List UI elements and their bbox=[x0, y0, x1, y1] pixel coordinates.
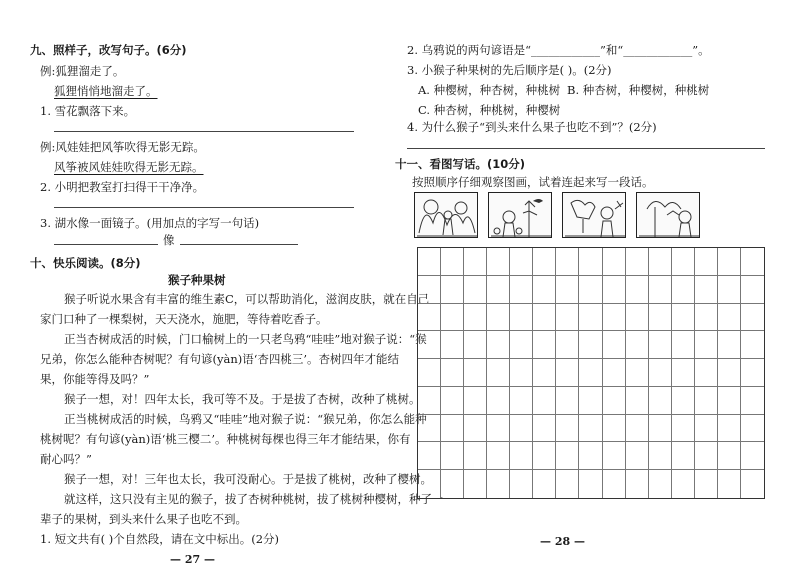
grid-cell[interactable] bbox=[533, 331, 556, 359]
grid-cell[interactable] bbox=[672, 359, 695, 387]
grid-cell[interactable] bbox=[533, 248, 556, 276]
grid-cell[interactable] bbox=[649, 304, 672, 332]
grid-cell[interactable] bbox=[464, 331, 487, 359]
grid-cell[interactable] bbox=[718, 359, 741, 387]
grid-cell[interactable] bbox=[672, 415, 695, 443]
grid-cell[interactable] bbox=[579, 248, 602, 276]
grid-cell[interactable] bbox=[441, 304, 464, 332]
grid-cell[interactable] bbox=[487, 331, 510, 359]
option-b[interactable]: B. 种杏树，种樱树，种桃树 bbox=[567, 83, 710, 97]
grid-cell[interactable] bbox=[672, 331, 695, 359]
grid-cell[interactable] bbox=[649, 415, 672, 443]
grid-cell[interactable] bbox=[626, 470, 649, 498]
grid-cell[interactable] bbox=[718, 470, 741, 498]
story-line: 兄弟，你怎么能种杏树呢？有句谚(yàn)语‘杏四桃三’。杏树四年才能结 bbox=[40, 352, 400, 366]
answer-line-q9-3b[interactable] bbox=[180, 244, 298, 245]
grid-cell[interactable] bbox=[718, 276, 741, 304]
grid-cell[interactable] bbox=[533, 442, 556, 470]
story-line: 正当杏树成活的时候，门口榆树上的一只老鸟鸦“哇哇”地对猴子说：“猴 bbox=[64, 332, 427, 346]
grid-cell[interactable] bbox=[649, 331, 672, 359]
grid-cell[interactable] bbox=[556, 248, 579, 276]
grid-cell[interactable] bbox=[418, 331, 441, 359]
grid-cell[interactable] bbox=[603, 304, 626, 332]
grid-cell[interactable] bbox=[626, 248, 649, 276]
grid-cell[interactable] bbox=[672, 470, 695, 498]
grid-cell[interactable] bbox=[556, 304, 579, 332]
grid-cell[interactable] bbox=[418, 276, 441, 304]
grid-cell[interactable] bbox=[510, 331, 533, 359]
picture-2 bbox=[488, 192, 552, 238]
picture-3 bbox=[562, 192, 626, 238]
grid-cell[interactable] bbox=[418, 248, 441, 276]
story-line: 辈子的果树，到头来什么果子也吃不到。 bbox=[40, 512, 247, 526]
grid-cell[interactable] bbox=[603, 359, 626, 387]
grid-cell[interactable] bbox=[533, 304, 556, 332]
grid-cell[interactable] bbox=[464, 276, 487, 304]
story-line: 猴子听说水果含有丰富的维生素C，可以帮助消化，滋润皮肤，就在自己 bbox=[64, 292, 430, 306]
grid-cell[interactable] bbox=[649, 442, 672, 470]
grid-cell[interactable] bbox=[510, 276, 533, 304]
q9-question3-like: 像 bbox=[163, 233, 175, 247]
crow-talking-illustration bbox=[489, 193, 552, 238]
grid-cell[interactable] bbox=[441, 470, 464, 498]
q10-subquestion4: 4. 为什么猴子“到头来什么果子也吃不到”？(2分) bbox=[407, 120, 657, 134]
grid-cell[interactable] bbox=[533, 470, 556, 498]
answer-line-q9-1[interactable] bbox=[54, 131, 354, 132]
grid-cell[interactable] bbox=[418, 359, 441, 387]
grid-cell[interactable] bbox=[741, 248, 764, 276]
grid-cell[interactable] bbox=[487, 276, 510, 304]
grid-cell[interactable] bbox=[741, 415, 764, 443]
grid-cell[interactable] bbox=[672, 248, 695, 276]
grid-cell[interactable] bbox=[626, 304, 649, 332]
grid-cell[interactable] bbox=[441, 331, 464, 359]
grid-cell[interactable] bbox=[441, 248, 464, 276]
grid-cell[interactable] bbox=[510, 415, 533, 443]
grid-cell[interactable] bbox=[579, 415, 602, 443]
grid-cell[interactable] bbox=[464, 248, 487, 276]
grid-cell[interactable] bbox=[626, 387, 649, 415]
q9-question1: 1. 雪花飘落下来。 bbox=[40, 104, 136, 118]
grid-cell[interactable] bbox=[579, 470, 602, 498]
grid-cell[interactable] bbox=[441, 359, 464, 387]
monkey-sad-illustration bbox=[637, 193, 700, 238]
page-number-right: — 28 — bbox=[540, 535, 585, 548]
grid-cell[interactable] bbox=[603, 331, 626, 359]
grid-cell[interactable] bbox=[464, 442, 487, 470]
grid-cell[interactable] bbox=[718, 248, 741, 276]
grid-cell[interactable] bbox=[718, 331, 741, 359]
answer-line-q9-3a[interactable] bbox=[54, 244, 158, 245]
grid-cell[interactable] bbox=[741, 304, 764, 332]
grid-cell[interactable] bbox=[672, 304, 695, 332]
story-line: 猴子一想，对！四年太长，我可等不及。于是拔了杏树，改种了桃树。 bbox=[64, 392, 421, 406]
grid-cell[interactable] bbox=[418, 470, 441, 498]
grid-cell[interactable] bbox=[556, 276, 579, 304]
grid-cell[interactable] bbox=[718, 442, 741, 470]
grid-cell[interactable] bbox=[579, 276, 602, 304]
option-c[interactable]: C. 种杏树，种桃树，种樱树 bbox=[418, 103, 561, 117]
grid-cell[interactable] bbox=[533, 387, 556, 415]
grid-cell[interactable] bbox=[695, 470, 718, 498]
q9-question2: 2. 小明把教室打扫得干干净净。 bbox=[40, 180, 205, 194]
grid-cell[interactable] bbox=[626, 359, 649, 387]
story-line: 家门口种了一棵梨树，天天浇水，施肥，等待着吃香子。 bbox=[40, 312, 328, 326]
grid-cell[interactable] bbox=[579, 331, 602, 359]
grid-cell[interactable] bbox=[695, 304, 718, 332]
grid-cell[interactable] bbox=[441, 442, 464, 470]
q10-subquestion2: 2. 乌鸦说的两句谚语是“____________”和“____________”。 bbox=[407, 43, 710, 57]
q11-instruction: 按照顺序仔细观察图画，试着连起来写一段话。 bbox=[412, 175, 654, 189]
grid-cell[interactable] bbox=[556, 442, 579, 470]
grid-cell[interactable] bbox=[418, 415, 441, 443]
grid-cell[interactable] bbox=[441, 276, 464, 304]
story-line: 桃树呢？有句谚(yàn)语‘桃三樱二’。种桃树每棵也得三年才能结果，你有 bbox=[40, 432, 411, 446]
grid-cell[interactable] bbox=[695, 387, 718, 415]
grid-cell[interactable] bbox=[510, 442, 533, 470]
grid-cell[interactable] bbox=[649, 470, 672, 498]
grid-cell[interactable] bbox=[464, 415, 487, 443]
grid-cell[interactable] bbox=[603, 276, 626, 304]
grid-cell[interactable] bbox=[626, 331, 649, 359]
grid-cell[interactable] bbox=[695, 276, 718, 304]
grid-cell[interactable] bbox=[741, 470, 764, 498]
option-a[interactable]: A. 种樱树，种杏树，种桃树 bbox=[418, 83, 561, 97]
grid-cell[interactable] bbox=[741, 359, 764, 387]
grid-cell[interactable] bbox=[741, 442, 764, 470]
grid-cell[interactable] bbox=[579, 304, 602, 332]
monkey-uprooting-illustration bbox=[563, 193, 626, 238]
picture-4 bbox=[636, 192, 700, 238]
grid-cell[interactable] bbox=[464, 470, 487, 498]
grid-cell[interactable] bbox=[579, 387, 602, 415]
grid-cell[interactable] bbox=[556, 470, 579, 498]
story-line: 正当桃树成活的时候，鸟鸦又“哇哇”地对猴子说：“猴兄弟，你怎么能种 bbox=[64, 412, 427, 426]
grid-cell[interactable] bbox=[718, 415, 741, 443]
grid-cell[interactable] bbox=[510, 359, 533, 387]
grid-cell[interactable] bbox=[487, 470, 510, 498]
grid-cell[interactable] bbox=[626, 276, 649, 304]
grid-cell[interactable] bbox=[672, 387, 695, 415]
grid-cell[interactable] bbox=[441, 415, 464, 443]
grid-cell[interactable] bbox=[487, 248, 510, 276]
picture-1 bbox=[414, 192, 478, 238]
answer-line-q10-4[interactable] bbox=[407, 148, 765, 149]
q10-subquestion3: 3. 小猴子种果树的先后顺序是( )。(2分) bbox=[407, 63, 612, 77]
q10-subquestion1: 1. 短文共有( )个自然段，请在文中标出。(2分) bbox=[40, 532, 280, 546]
grid-cell[interactable] bbox=[556, 331, 579, 359]
answer-line-q9-2[interactable] bbox=[54, 207, 354, 208]
grid-cell[interactable] bbox=[603, 387, 626, 415]
grid-cell[interactable] bbox=[695, 331, 718, 359]
q9-example1-answer: 狐狸悄悄地溜走了。 bbox=[54, 84, 158, 98]
grid-cell[interactable] bbox=[741, 276, 764, 304]
grid-cell[interactable] bbox=[487, 304, 510, 332]
page-number-left: — 27 — bbox=[170, 553, 215, 566]
q9-heading: 九、照样子，改写句子。(6分) bbox=[30, 43, 187, 57]
grid-cell[interactable] bbox=[672, 442, 695, 470]
grid-cell[interactable] bbox=[510, 470, 533, 498]
grid-cell[interactable] bbox=[464, 304, 487, 332]
q11-heading: 十一、看图写话。(10分) bbox=[395, 157, 526, 171]
story-line: 果，你能等得及吗？” bbox=[40, 372, 150, 386]
grid-cell[interactable] bbox=[718, 387, 741, 415]
grid-cell[interactable] bbox=[741, 331, 764, 359]
grid-cell[interactable] bbox=[649, 248, 672, 276]
story-line: 就这样，这只没有主见的猴子，拔了杏树种桃树，拔了桃树种樱树，种了一 bbox=[64, 492, 444, 506]
grid-cell[interactable] bbox=[464, 387, 487, 415]
grid-cell[interactable] bbox=[441, 387, 464, 415]
grid-cell[interactable] bbox=[649, 387, 672, 415]
q9-example2-label: 例:风娃娃把风筝吹得无影无踪。 bbox=[40, 140, 205, 154]
grid-cell[interactable] bbox=[464, 359, 487, 387]
grid-cell[interactable] bbox=[487, 359, 510, 387]
grid-cell[interactable] bbox=[695, 248, 718, 276]
monkey-planting-illustration bbox=[415, 193, 478, 238]
grid-cell[interactable] bbox=[695, 442, 718, 470]
grid-cell[interactable] bbox=[649, 359, 672, 387]
grid-cell[interactable] bbox=[556, 359, 579, 387]
grid-cell[interactable] bbox=[510, 248, 533, 276]
grid-cell[interactable] bbox=[418, 304, 441, 332]
grid-cell[interactable] bbox=[695, 415, 718, 443]
q9-example2-answer: 风筝被风娃娃吹得无影无踪。 bbox=[54, 160, 204, 174]
grid-cell[interactable] bbox=[487, 387, 510, 415]
grid-cell[interactable] bbox=[672, 276, 695, 304]
story-line: 耐心吗？” bbox=[40, 452, 92, 466]
grid-cell[interactable] bbox=[579, 359, 602, 387]
grid-cell[interactable] bbox=[603, 442, 626, 470]
grid-cell[interactable] bbox=[510, 387, 533, 415]
grid-cell[interactable] bbox=[487, 442, 510, 470]
grid-cell[interactable] bbox=[718, 304, 741, 332]
q9-question3: 3. 湖水像一面镜子。(用加点的字写一句话) bbox=[40, 216, 260, 230]
grid-cell[interactable] bbox=[418, 442, 441, 470]
q9-example1-label: 例:狐狸溜走了。 bbox=[40, 64, 125, 78]
grid-cell[interactable] bbox=[510, 304, 533, 332]
grid-cell[interactable] bbox=[603, 470, 626, 498]
grid-cell[interactable] bbox=[556, 415, 579, 443]
grid-cell[interactable] bbox=[741, 387, 764, 415]
grid-cell[interactable] bbox=[626, 415, 649, 443]
grid-cell[interactable] bbox=[533, 359, 556, 387]
writing-grid[interactable] bbox=[417, 247, 765, 499]
q10-heading: 十、快乐阅读。(8分) bbox=[30, 256, 141, 270]
grid-cell[interactable] bbox=[579, 442, 602, 470]
grid-cell[interactable] bbox=[626, 442, 649, 470]
grid-cell[interactable] bbox=[487, 415, 510, 443]
grid-cell[interactable] bbox=[603, 415, 626, 443]
grid-cell[interactable] bbox=[695, 359, 718, 387]
grid-cell[interactable] bbox=[556, 387, 579, 415]
grid-cell[interactable] bbox=[533, 415, 556, 443]
grid-cell[interactable] bbox=[649, 276, 672, 304]
story-line: 猴子一想，对！三年也太长，我可没耐心。于是拔了桃树，改种了樱树。 bbox=[64, 472, 432, 486]
grid-cell[interactable] bbox=[418, 387, 441, 415]
story-title: 猴子种果树 bbox=[168, 273, 226, 287]
grid-cell[interactable] bbox=[533, 276, 556, 304]
grid-cell[interactable] bbox=[603, 248, 626, 276]
